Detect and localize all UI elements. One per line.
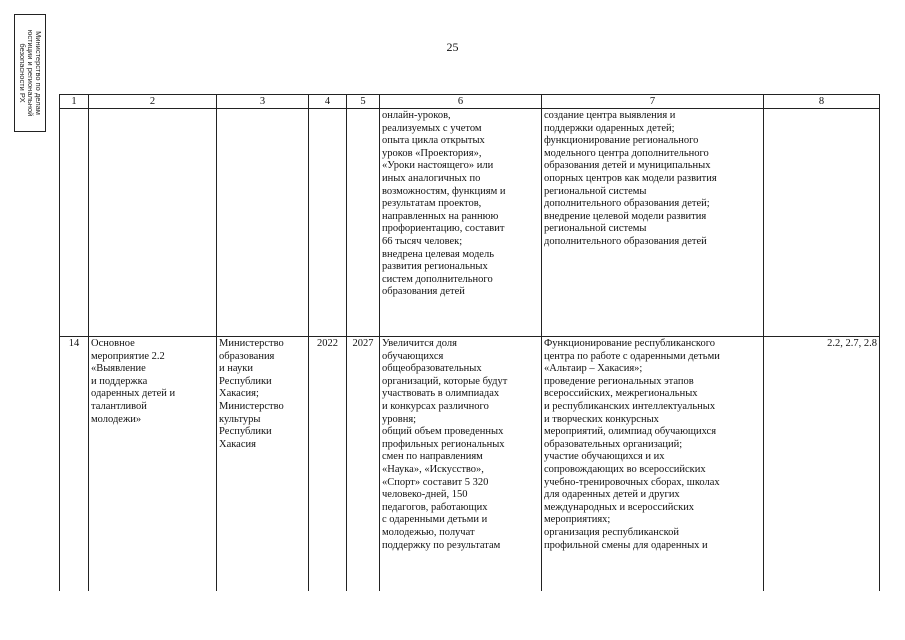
table-row <box>60 109 880 337</box>
end-year-cell: 2027 <box>347 337 380 592</box>
implementation-cell: Функционирование республиканского центра по работе с одаренными детьми «Альтаир – Хакасия»; проведение региональных этапов всероссийских, межрегиональных и республиканских интеллектуальных и творческих конкурсных мероприятий, олимпиад обучающихся образовательных организаций; участие обучающихся и их сопровождающих во всероссийских учебно-тренировочных сборах, школах для одаренных детей и других международных и всероссийских мероприятиях; организация республиканской профильной смены для одаренных и <box>542 337 764 592</box>
program-table <box>59 94 880 591</box>
stamp-text <box>18 17 42 129</box>
stamp-line: безопасности РХ <box>18 43 27 103</box>
row-number-cell <box>60 109 89 337</box>
row-number-cell: 14 <box>60 337 89 592</box>
header-cell-5: 5 <box>347 95 380 109</box>
registration-stamp <box>14 14 46 132</box>
page-number: 25 <box>446 40 459 54</box>
executor-cell: Министерство образования и науки Республики Хакасия; Министерство культуры Республики Хакасия <box>217 337 309 592</box>
page-bottom-margin <box>0 598 905 640</box>
indicator-cell: 2.2, 2.7, 2.8 <box>764 337 880 592</box>
expected-result-cell: Увеличится доля обучающихся общеобразовательных организаций, которые будут участвовать в олимпиадах и конкурсах различного уровня; общий объем проведенных профильных региональных смен по направлениям «Наука», «Искусство», «Спорт» составит 5 320 человеко-дней, 150 педагогов, работающих с одаренными детьми и молодежью, получат поддержку по результатам <box>380 337 542 592</box>
start-year-cell: 2022 <box>309 337 347 592</box>
stamp-line: Министерство по делам <box>34 31 43 115</box>
header-cell-3: 3 <box>217 95 309 109</box>
header-cell-1: 1 <box>60 95 89 109</box>
end-year-cell <box>347 109 380 337</box>
header-cell-4: 4 <box>309 95 347 109</box>
header-cell-6: 6 <box>380 95 542 109</box>
indicator-cell <box>764 109 880 337</box>
header-cell-8: 8 <box>764 95 880 109</box>
stamp-line: юстиции и региональной <box>26 29 35 117</box>
expected-result-cell: онлайн-уроков, реализуемых с учетом опыта цикла открытых уроков «Проектория», «Уроки настоящего» или иных аналогичных по возможностям, функциям и результатам проектов, направленных на раннюю профориентацию, составит 66 тысяч человек; внедрена целевая модель развития региональных систем дополнительного образования детей <box>380 109 542 337</box>
measure-cell <box>89 109 217 337</box>
header-cell-7: 7 <box>542 95 764 109</box>
executor-cell <box>217 109 309 337</box>
header-row <box>60 95 880 109</box>
measure-cell: Основное мероприятие 2.2 «Выявление и поддержка одаренных детей и талантливой молодежи» <box>89 337 217 592</box>
implementation-cell: создание центра выявления и поддержки одаренных детей; функционирование регионального модельного центра дополнительного образования детей и муниципальных опорных центров как модели развития региональной системы дополнительного образования детей; внедрение целевой модели развития региональной системы дополнительного образования детей <box>542 109 764 337</box>
table-row <box>60 337 880 592</box>
start-year-cell <box>309 109 347 337</box>
header-cell-2: 2 <box>89 95 217 109</box>
